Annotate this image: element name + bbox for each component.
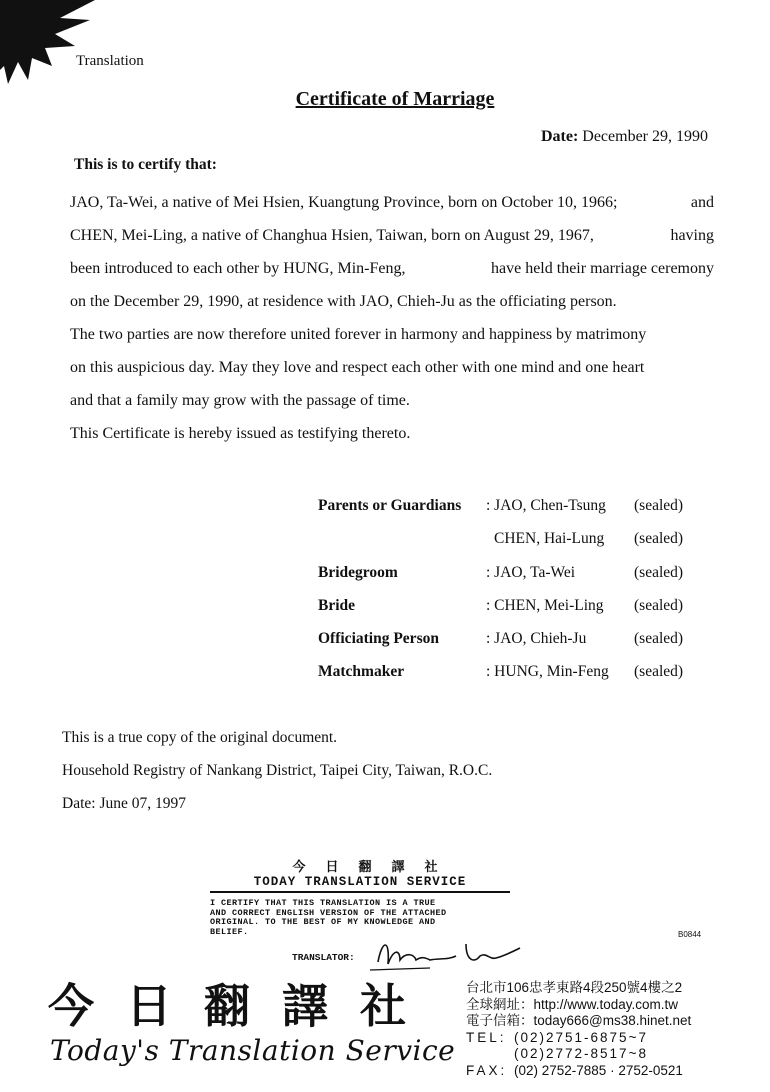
email-line: 電子信箱：today666@ms38.hinet.net — [466, 1013, 692, 1029]
party-seal: (sealed) — [634, 663, 684, 681]
party-seal: (sealed) — [634, 530, 684, 548]
body-line: The two parties are now therefore united forever in harmony and happiness by matrimony — [70, 326, 647, 343]
website-line: 全球網址：http://www.today.com.tw — [466, 996, 679, 1012]
party-name: : JAO, Ta-Wei — [486, 563, 576, 581]
registry-text: Household Registry of Nankang District, Taipei City, Taiwan, R.O.C. — [62, 762, 493, 779]
translation-stamp — [210, 856, 510, 963]
body-line: This Certificate is hereby issued as testifying thereto. — [70, 425, 411, 442]
tel-line-2: (02)2772-8517~8 — [514, 1046, 648, 1062]
body-line: JAO, Ta-Wei, a native of Mei Hsien, Kuangtung Province, born on October 10, 1966; and — [70, 194, 714, 211]
party-name: : JAO, Chieh-Ju — [486, 630, 587, 648]
stamp-code: B0844 — [678, 930, 702, 939]
body-line: on this auspicious day. May they love and respect each other with one mind and one heart — [70, 359, 645, 376]
party-seal: (sealed) — [634, 497, 684, 514]
address-line: 台北市106忠孝東路4段250號4樓之2 — [466, 980, 683, 995]
tel-line: TEL: (02)2751-6875~7 — [466, 1029, 648, 1045]
stamp-english-name: TODAY TRANSLATION SERVICE — [210, 875, 510, 893]
page-title: Certificate of Marriage — [295, 88, 495, 110]
party-role: Bridegroom — [318, 563, 398, 581]
body-line: been introduced to each other by HUNG, Min-Feng, have held their marriage ceremony — [70, 260, 714, 277]
body-line: on the December 29, 1990, at residence with JAO, Chieh-Ju as the officiating person. — [70, 293, 617, 310]
party-name: : HUNG, Min-Feng — [486, 663, 609, 681]
fax-line: FAX: (02) 2752-7885 · 2752-0521 — [466, 1062, 683, 1078]
date-label: Date: — [540, 128, 579, 145]
translator-signature-graphic — [370, 934, 530, 974]
stamp-chinese-name: 今日翻譯社 — [292, 859, 458, 874]
party-seal: (sealed) — [634, 630, 684, 648]
body-line: and that a family may grow with the passage of time. — [70, 392, 410, 409]
date-value: December 29, 1990 — [582, 128, 708, 145]
stamp-certify-text: I CERTIFY THAT THIS TRANSLATION IS A TRUE AND CORRECT ENGLISH VERSION OF THE ATTACHED ORIGINAL. TO THE BEST OF MY KNOWLEDGE AND BELIEF. — [210, 898, 447, 937]
corner-mark-graphic — [0, 0, 100, 90]
certification-footer — [62, 724, 492, 823]
certify-heading: This is to certify that: — [74, 156, 217, 173]
true-copy-text: This is a true copy of the original document. — [62, 729, 338, 746]
party-role: Parents or Guardians — [318, 497, 462, 514]
translator-label: TRANSLATOR: — [292, 952, 355, 963]
company-logo-english: Today's Translation Service — [50, 1034, 456, 1067]
party-name: : CHEN, Mei-Ling — [486, 596, 604, 614]
party-role: Bride — [318, 596, 356, 614]
party-name: CHEN, Hai-Lung — [494, 530, 605, 548]
party-role: Matchmaker — [318, 663, 405, 681]
party-seal: (sealed) — [634, 563, 684, 581]
footer-date: Date: June 07, 1997 — [62, 795, 186, 812]
party-seal: (sealed) — [634, 596, 684, 614]
certificate-body — [70, 186, 714, 450]
body-line: CHEN, Mei-Ling, a native of Changhua Hsien, Taiwan, born on August 29, 1967, having — [70, 227, 714, 244]
party-name: : JAO, Chen-Tsung — [486, 497, 606, 514]
certificate-date — [541, 128, 708, 146]
contact-block — [466, 980, 691, 1080]
translation-label: Translation — [76, 53, 144, 69]
company-logo-chinese: 今日翻譯社 — [48, 979, 438, 1033]
party-role: Officiating Person — [318, 630, 439, 648]
